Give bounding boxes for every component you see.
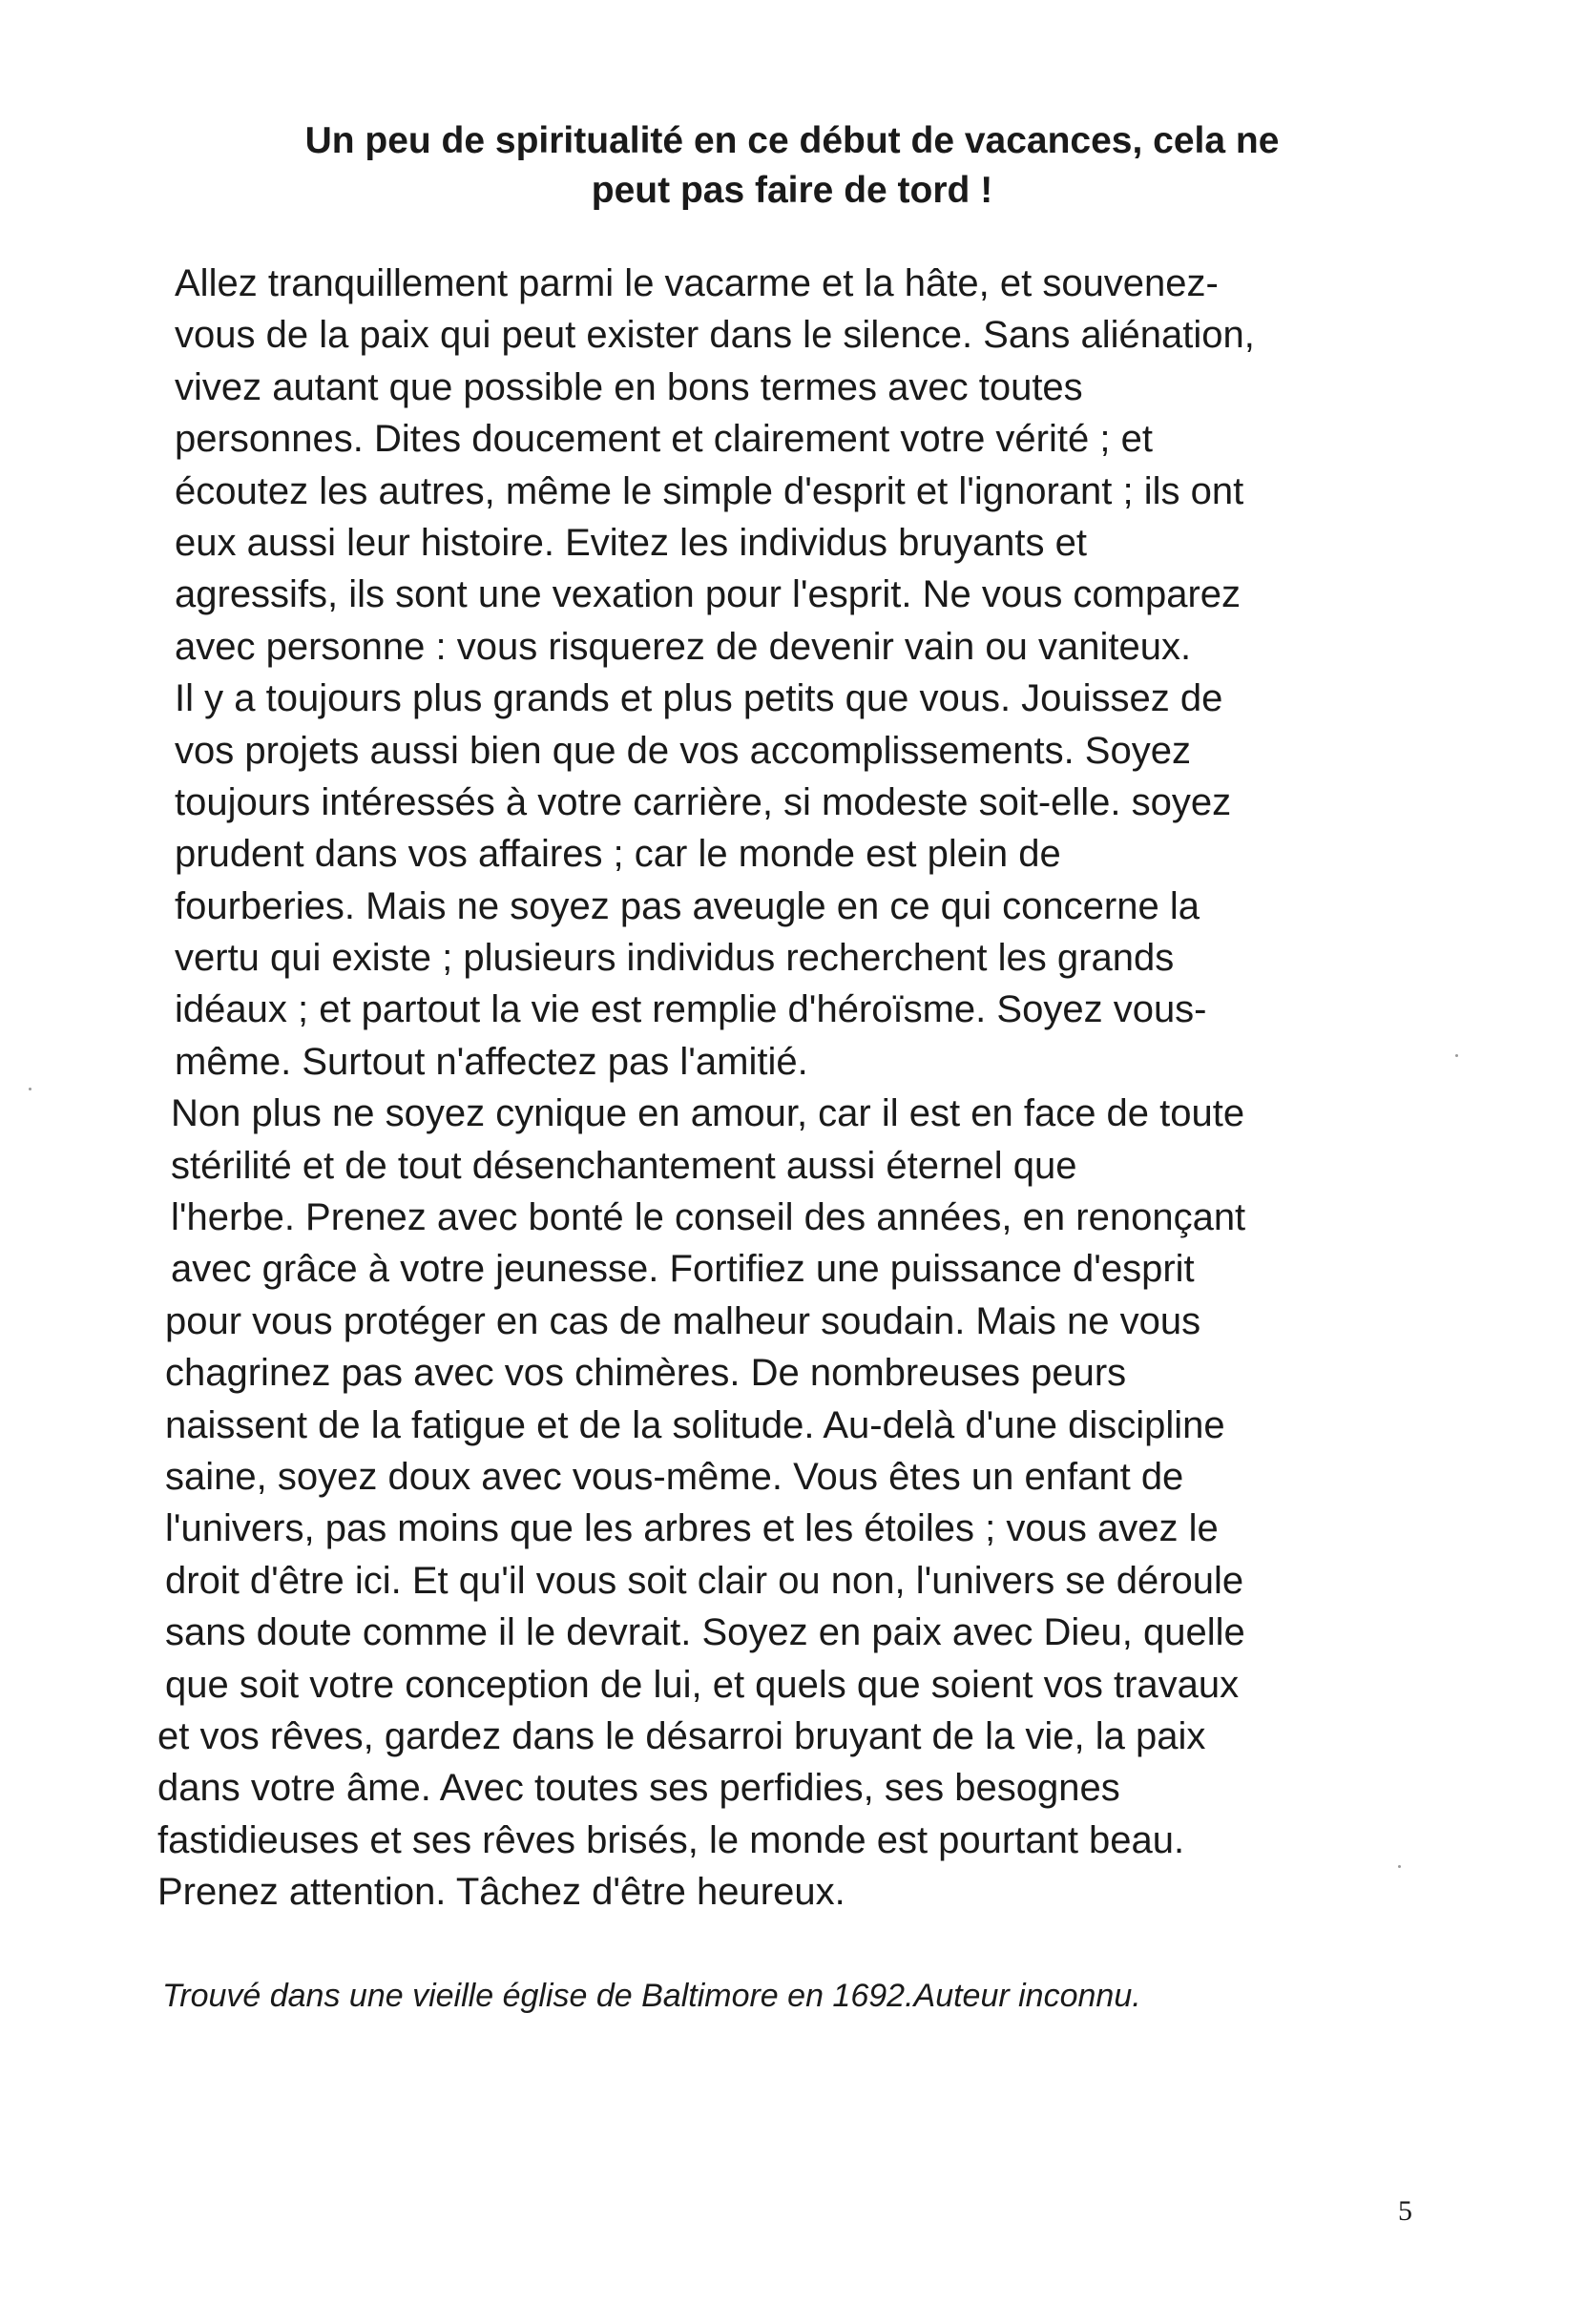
body-line: fastidieuses et ses rêves brisés, le monde est pourtant beau. xyxy=(157,1818,1185,1861)
body-line: l'herbe. Prenez avec bonté le conseil des années, en renonçant xyxy=(171,1196,1246,1239)
body-line: stérilité et de tout désenchantement aussi éternel que xyxy=(171,1144,1077,1187)
body-line: toujours intéressés à votre carrière, si modeste soit-elle. soyez xyxy=(175,780,1232,823)
source-note: Trouvé dans une vieille église de Baltimore en 1692.Auteur inconnu. xyxy=(162,1978,1141,2014)
body-line: écoutez les autres, même le simple d'esprit et l'ignorant ; ils ont xyxy=(175,469,1244,512)
body-line: agressifs, ils sont une vexation pour l'esprit. Ne vous comparez xyxy=(175,573,1242,616)
body-line: vos projets aussi bien que de vos accomplissements. Soyez xyxy=(175,729,1191,772)
body-line: Prenez attention. Tâchez d'être heureux. xyxy=(157,1871,845,1914)
poem-body xyxy=(157,258,1513,1919)
body-line: l'univers, pas moins que les arbres et les étoiles ; vous avez le xyxy=(165,1507,1219,1550)
body-line: chagrinez pas avec vos chimères. De nombreuses peurs xyxy=(165,1352,1127,1395)
body-line: et vos rêves, gardez dans le désarroi bruyant de la vie, la paix xyxy=(157,1714,1206,1757)
scan-speck xyxy=(29,1088,31,1090)
body-line: avec personne : vous risquerez de devenir vain ou vaniteux. xyxy=(175,625,1192,668)
scan-speck xyxy=(1455,1054,1458,1057)
body-line: pour vous protéger en cas de malheur soudain. Mais ne vous xyxy=(165,1299,1201,1342)
body-line: sans doute comme il le devrait. Soyez en paix avec Dieu, quelle xyxy=(165,1611,1245,1654)
body-line: saine, soyez doux avec vous-même. Vous êtes un enfant de xyxy=(165,1455,1184,1498)
body-line: vous de la paix qui peut exister dans le silence. Sans aliénation, xyxy=(175,314,1255,357)
body-line: que soit votre conception de lui, et quels que soient vos travaux xyxy=(165,1663,1240,1706)
body-line: vivez autant que possible en bons termes avec toutes xyxy=(175,365,1083,408)
body-line: idéaux ; et partout la vie est remplie d'héroïsme. Soyez vous- xyxy=(175,988,1207,1031)
body-line: vertu qui existe ; plusieurs individus recherchent les grands xyxy=(175,937,1175,980)
body-line: droit d'être ici. Et qu'il vous soit clair ou non, l'univers se déroule xyxy=(165,1559,1244,1602)
body-line: fourberies. Mais ne soyez pas aveugle en ce qui concerne la xyxy=(175,884,1200,927)
body-line: Non plus ne soyez cynique en amour, car il est en face de toute xyxy=(171,1092,1245,1135)
body-line: naissent de la fatigue et de la solitude. Au-delà d'une discipline xyxy=(165,1403,1225,1446)
body-line: eux aussi leur histoire. Evitez les individus bruyants et xyxy=(175,521,1088,564)
body-line: personnes. Dites doucement et clairement votre vérité ; et xyxy=(175,418,1153,461)
page-title xyxy=(172,116,1412,216)
body-line: même. Surtout n'affectez pas l'amitié. xyxy=(175,1040,808,1083)
title-line: Un peu de spiritualité en ce début de vacances, cela ne xyxy=(304,120,1280,161)
page-number: 5 xyxy=(1398,2195,1412,2227)
body-line: Allez tranquillement parmi le vacarme et la hâte, et souvenez- xyxy=(175,262,1219,304)
body-line: Il y a toujours plus grands et plus petits que vous. Jouissez de xyxy=(175,677,1223,720)
body-line: prudent dans vos affaires ; car le monde est plein de xyxy=(175,833,1061,876)
body-line: dans votre âme. Avec toutes ses perfidies, ses besognes xyxy=(157,1767,1120,1810)
title-line: peut pas faire de tord ! xyxy=(591,170,993,211)
body-line: avec grâce à votre jeunesse. Fortifiez une puissance d'esprit xyxy=(171,1248,1195,1291)
scan-speck xyxy=(1398,1865,1401,1868)
